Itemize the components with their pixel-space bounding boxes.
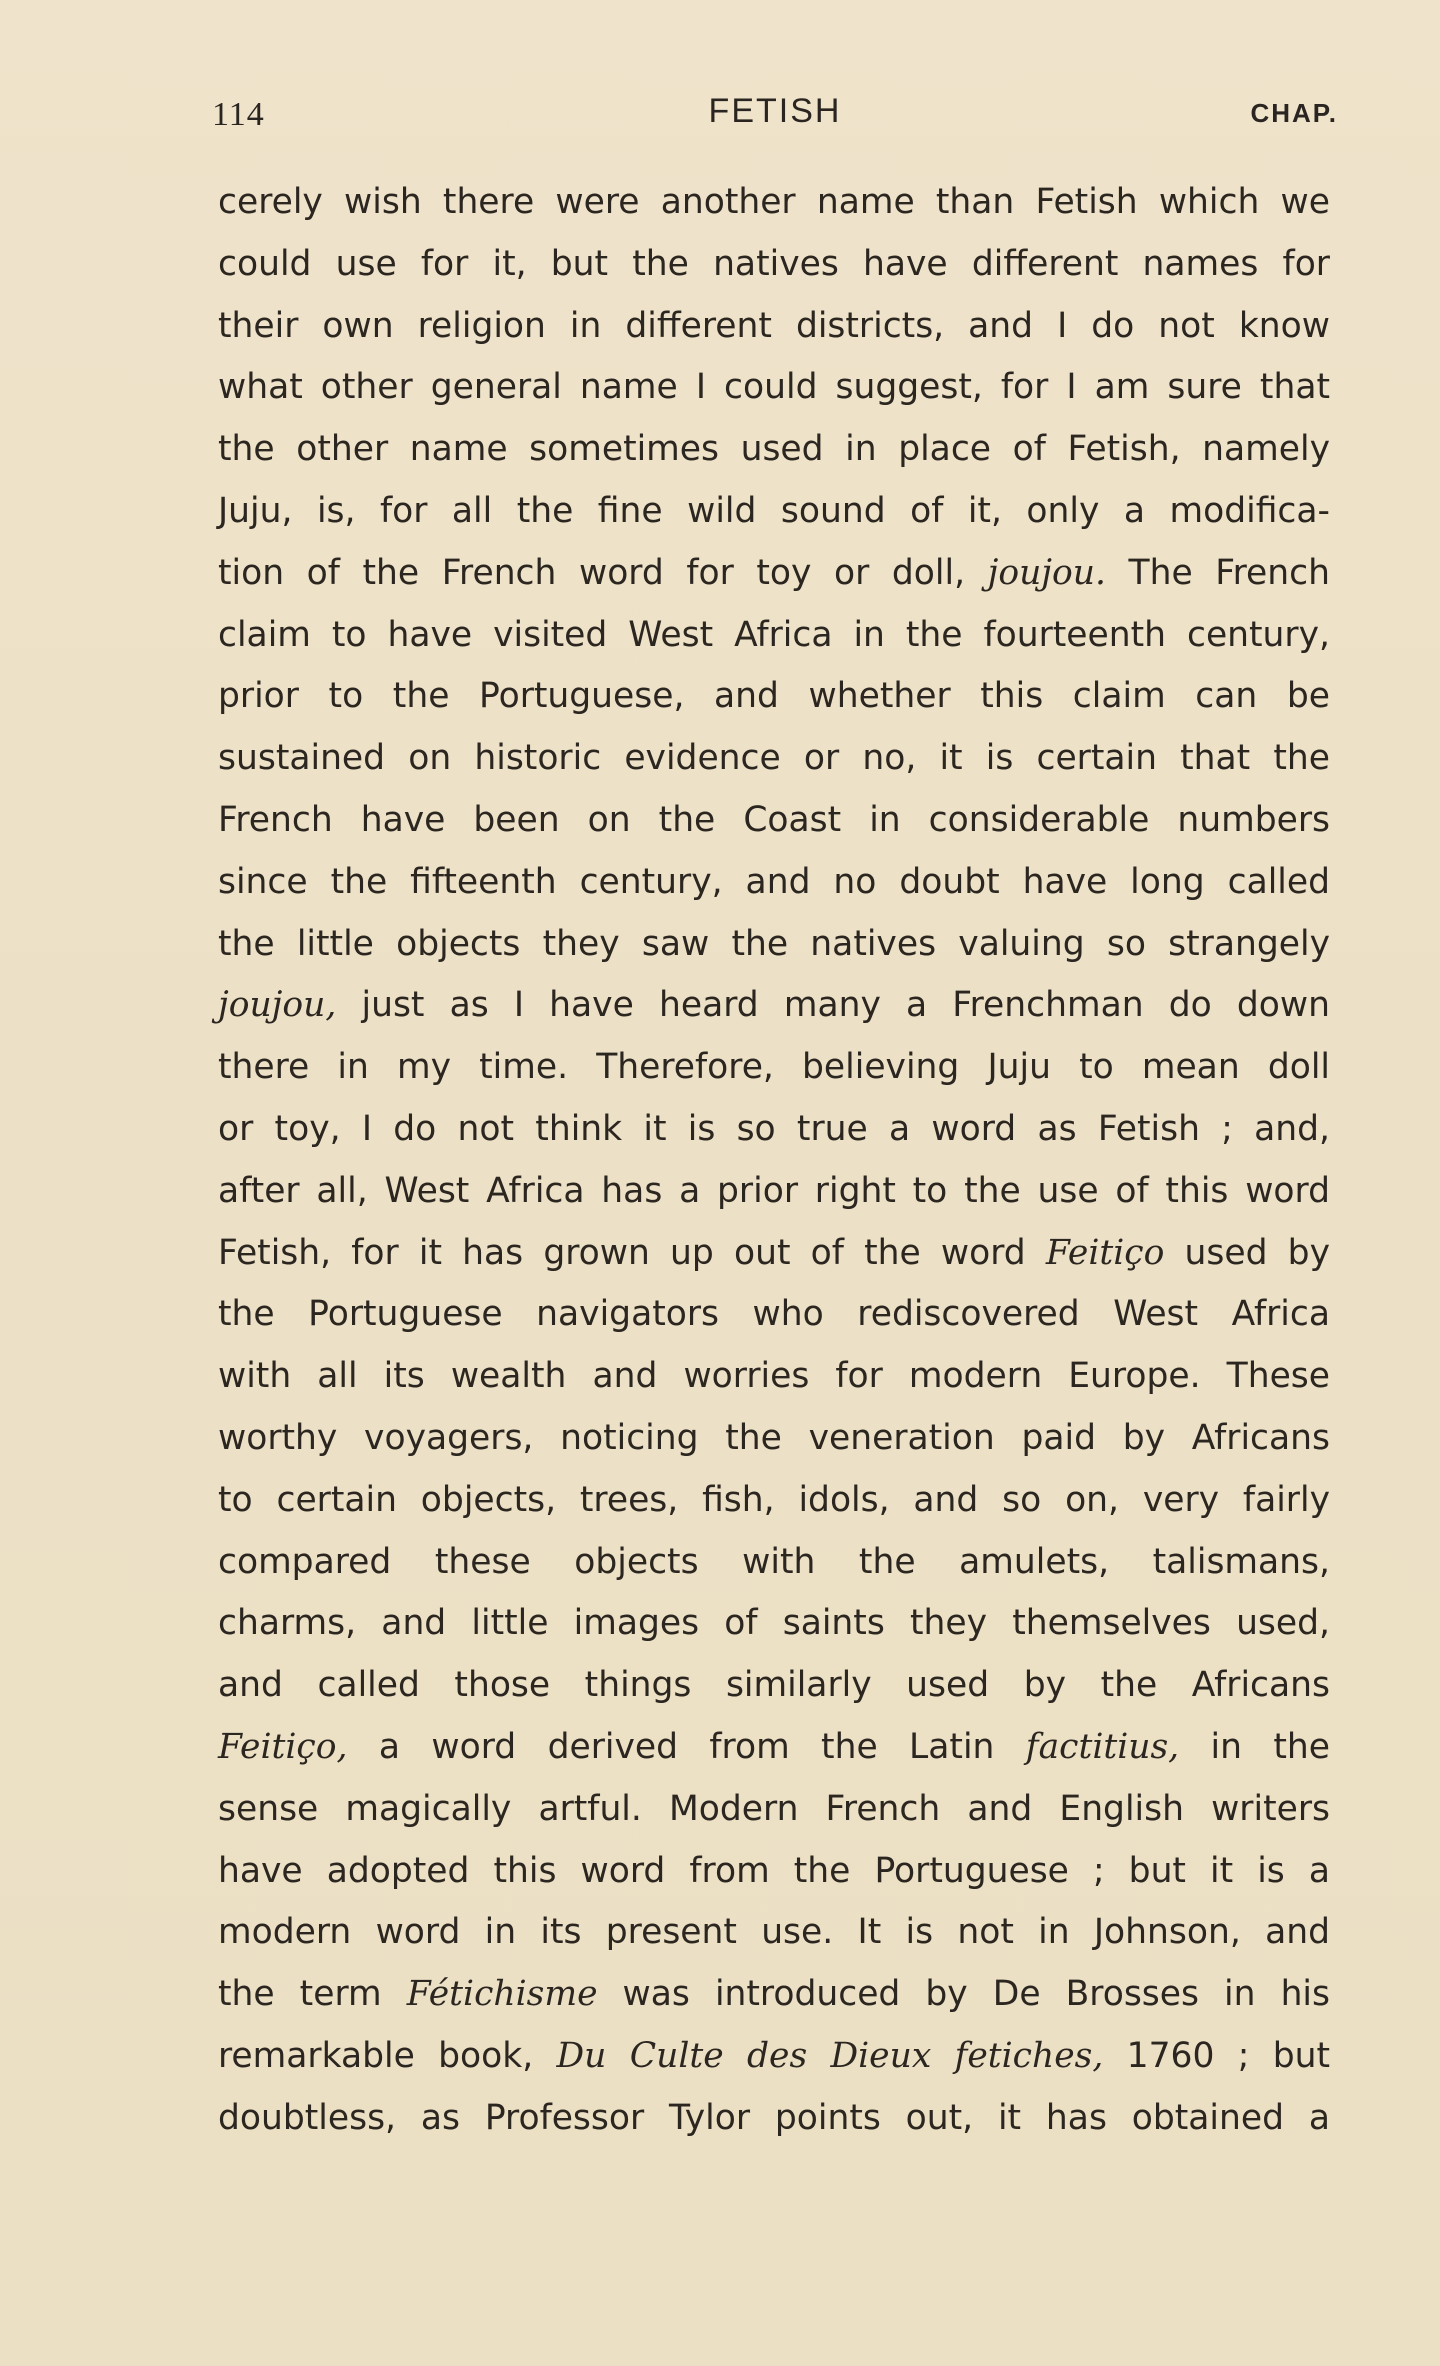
- italic-text: Feitiço,: [218, 1726, 348, 1767]
- text-run: the little objects they saw the natives valuing so strangely: [218, 923, 1330, 964]
- text-run: The French: [1105, 552, 1330, 593]
- text-run: 1760 ; but: [1103, 2035, 1330, 2076]
- italic-text: joujou,: [218, 985, 337, 1026]
- body-text: [218, 172, 1330, 2150]
- text-run: in the: [1179, 1726, 1330, 1767]
- text-run: doubtless, as Professor Tylor points out, it has obtained a: [218, 2097, 1330, 2138]
- text-run: compared these objects with the amulets, talismans,: [218, 1541, 1330, 1582]
- text-line: [218, 1099, 1330, 1161]
- text-line: [218, 172, 1330, 234]
- text-run: the other name sometimes used in place of Fetish, namely: [218, 429, 1330, 470]
- text-line: [218, 481, 1330, 543]
- italic-text: Du Culte des Dieux fetiches,: [556, 2035, 1104, 2076]
- text-run: after all, West Africa has a prior right to the use of this word: [218, 1170, 1330, 1211]
- italic-text: Feitiço: [1045, 1232, 1165, 1273]
- text-line: [218, 1223, 1330, 1285]
- text-line: [218, 666, 1330, 728]
- text-line: [218, 1470, 1330, 1532]
- text-line: [218, 1346, 1330, 1408]
- text-run: remarkable book,: [218, 2035, 557, 2076]
- text-line: [218, 2088, 1330, 2150]
- page-number: 114: [212, 96, 265, 133]
- text-run: the Portuguese navigators who rediscovered West Africa: [218, 1294, 1330, 1335]
- text-line: [218, 1532, 1330, 1594]
- text-line: [218, 1717, 1330, 1779]
- text-run: was introduced by De Brosses in his: [597, 1974, 1330, 2015]
- text-run: worthy voyagers, noticing the veneration paid by Africans: [218, 1417, 1330, 1458]
- text-line: [218, 728, 1330, 790]
- text-run: modern word in its present use. It is not in Johnson, and: [218, 1912, 1330, 1953]
- text-run: their own religion in different districts, and I do not know: [218, 305, 1330, 346]
- text-run: prior to the Portuguese, and whether this claim can be: [218, 676, 1330, 717]
- text-run: claim to have visited West Africa in the fourteenth century,: [218, 614, 1330, 655]
- text-run: French have been on the Coast in considerable numbers: [218, 799, 1330, 840]
- text-line: [218, 1841, 1330, 1903]
- text-run: could use for it, but the natives have different names for: [218, 243, 1330, 284]
- running-head: [212, 88, 1338, 138]
- text-line: [218, 852, 1330, 914]
- italic-text: Fétichisme: [406, 1974, 598, 2015]
- text-run: have adopted this word from the Portuguese ; but it is a: [218, 1850, 1330, 1891]
- text-line: [218, 1408, 1330, 1470]
- text-line: [218, 1593, 1330, 1655]
- text-run: Fetish, for it has grown up out of the word: [218, 1232, 1046, 1273]
- text-line: [218, 1655, 1330, 1717]
- text-line: [218, 419, 1330, 481]
- text-run: with all its wealth and worries for modern Europe. These: [218, 1356, 1330, 1397]
- text-run: used by: [1164, 1232, 1330, 1273]
- text-line: [218, 357, 1330, 419]
- text-run: what other general name I could suggest, for I am sure that: [218, 367, 1330, 408]
- text-run: a word derived from the Latin: [347, 1726, 1026, 1767]
- italic-text: joujou.: [987, 552, 1106, 593]
- text-run: sustained on historic evidence or no, it is certain that the: [218, 738, 1330, 779]
- text-run: since the fifteenth century, and no doubt have long called: [218, 861, 1330, 902]
- text-run: charms, and little images of saints they themselves used,: [218, 1603, 1330, 1644]
- text-line: [218, 1779, 1330, 1841]
- text-line: [218, 296, 1330, 358]
- running-title: FETISH: [708, 92, 842, 130]
- text-line: [218, 1902, 1330, 1964]
- text-line: [218, 2026, 1330, 2088]
- text-run: Juju, is, for all the fine wild sound of it, only a modifica-: [218, 490, 1330, 531]
- chapter-mark: CHAP.: [1250, 98, 1338, 128]
- text-line: [218, 234, 1330, 296]
- text-run: tion of the French word for toy or doll,: [218, 552, 988, 593]
- text-line: [218, 1284, 1330, 1346]
- text-line: [218, 975, 1330, 1037]
- italic-text: factitius,: [1025, 1726, 1180, 1767]
- text-line: [218, 1037, 1330, 1099]
- text-line: [218, 543, 1330, 605]
- text-run: the term: [218, 1974, 407, 2015]
- text-line: [218, 1964, 1330, 2026]
- text-run: or toy, I do not think it is so true a word as Fetish ; and,: [218, 1108, 1330, 1149]
- text-run: sense magically artful. Modern French and English writers: [218, 1788, 1330, 1829]
- text-line: [218, 790, 1330, 852]
- text-run: just as I have heard many a Frenchman do down: [336, 985, 1330, 1026]
- text-run: there in my time. Therefore, believing Juju to mean doll: [218, 1047, 1330, 1088]
- text-line: [218, 605, 1330, 667]
- text-run: cerely wish there were another name than Fetish which we: [218, 182, 1330, 222]
- text-run: to certain objects, trees, fish, idols, and so on, very fairly: [218, 1479, 1330, 1520]
- text-run: and called those things similarly used by the Africans: [218, 1665, 1330, 1706]
- text-line: [218, 914, 1330, 976]
- text-line: [218, 1161, 1330, 1223]
